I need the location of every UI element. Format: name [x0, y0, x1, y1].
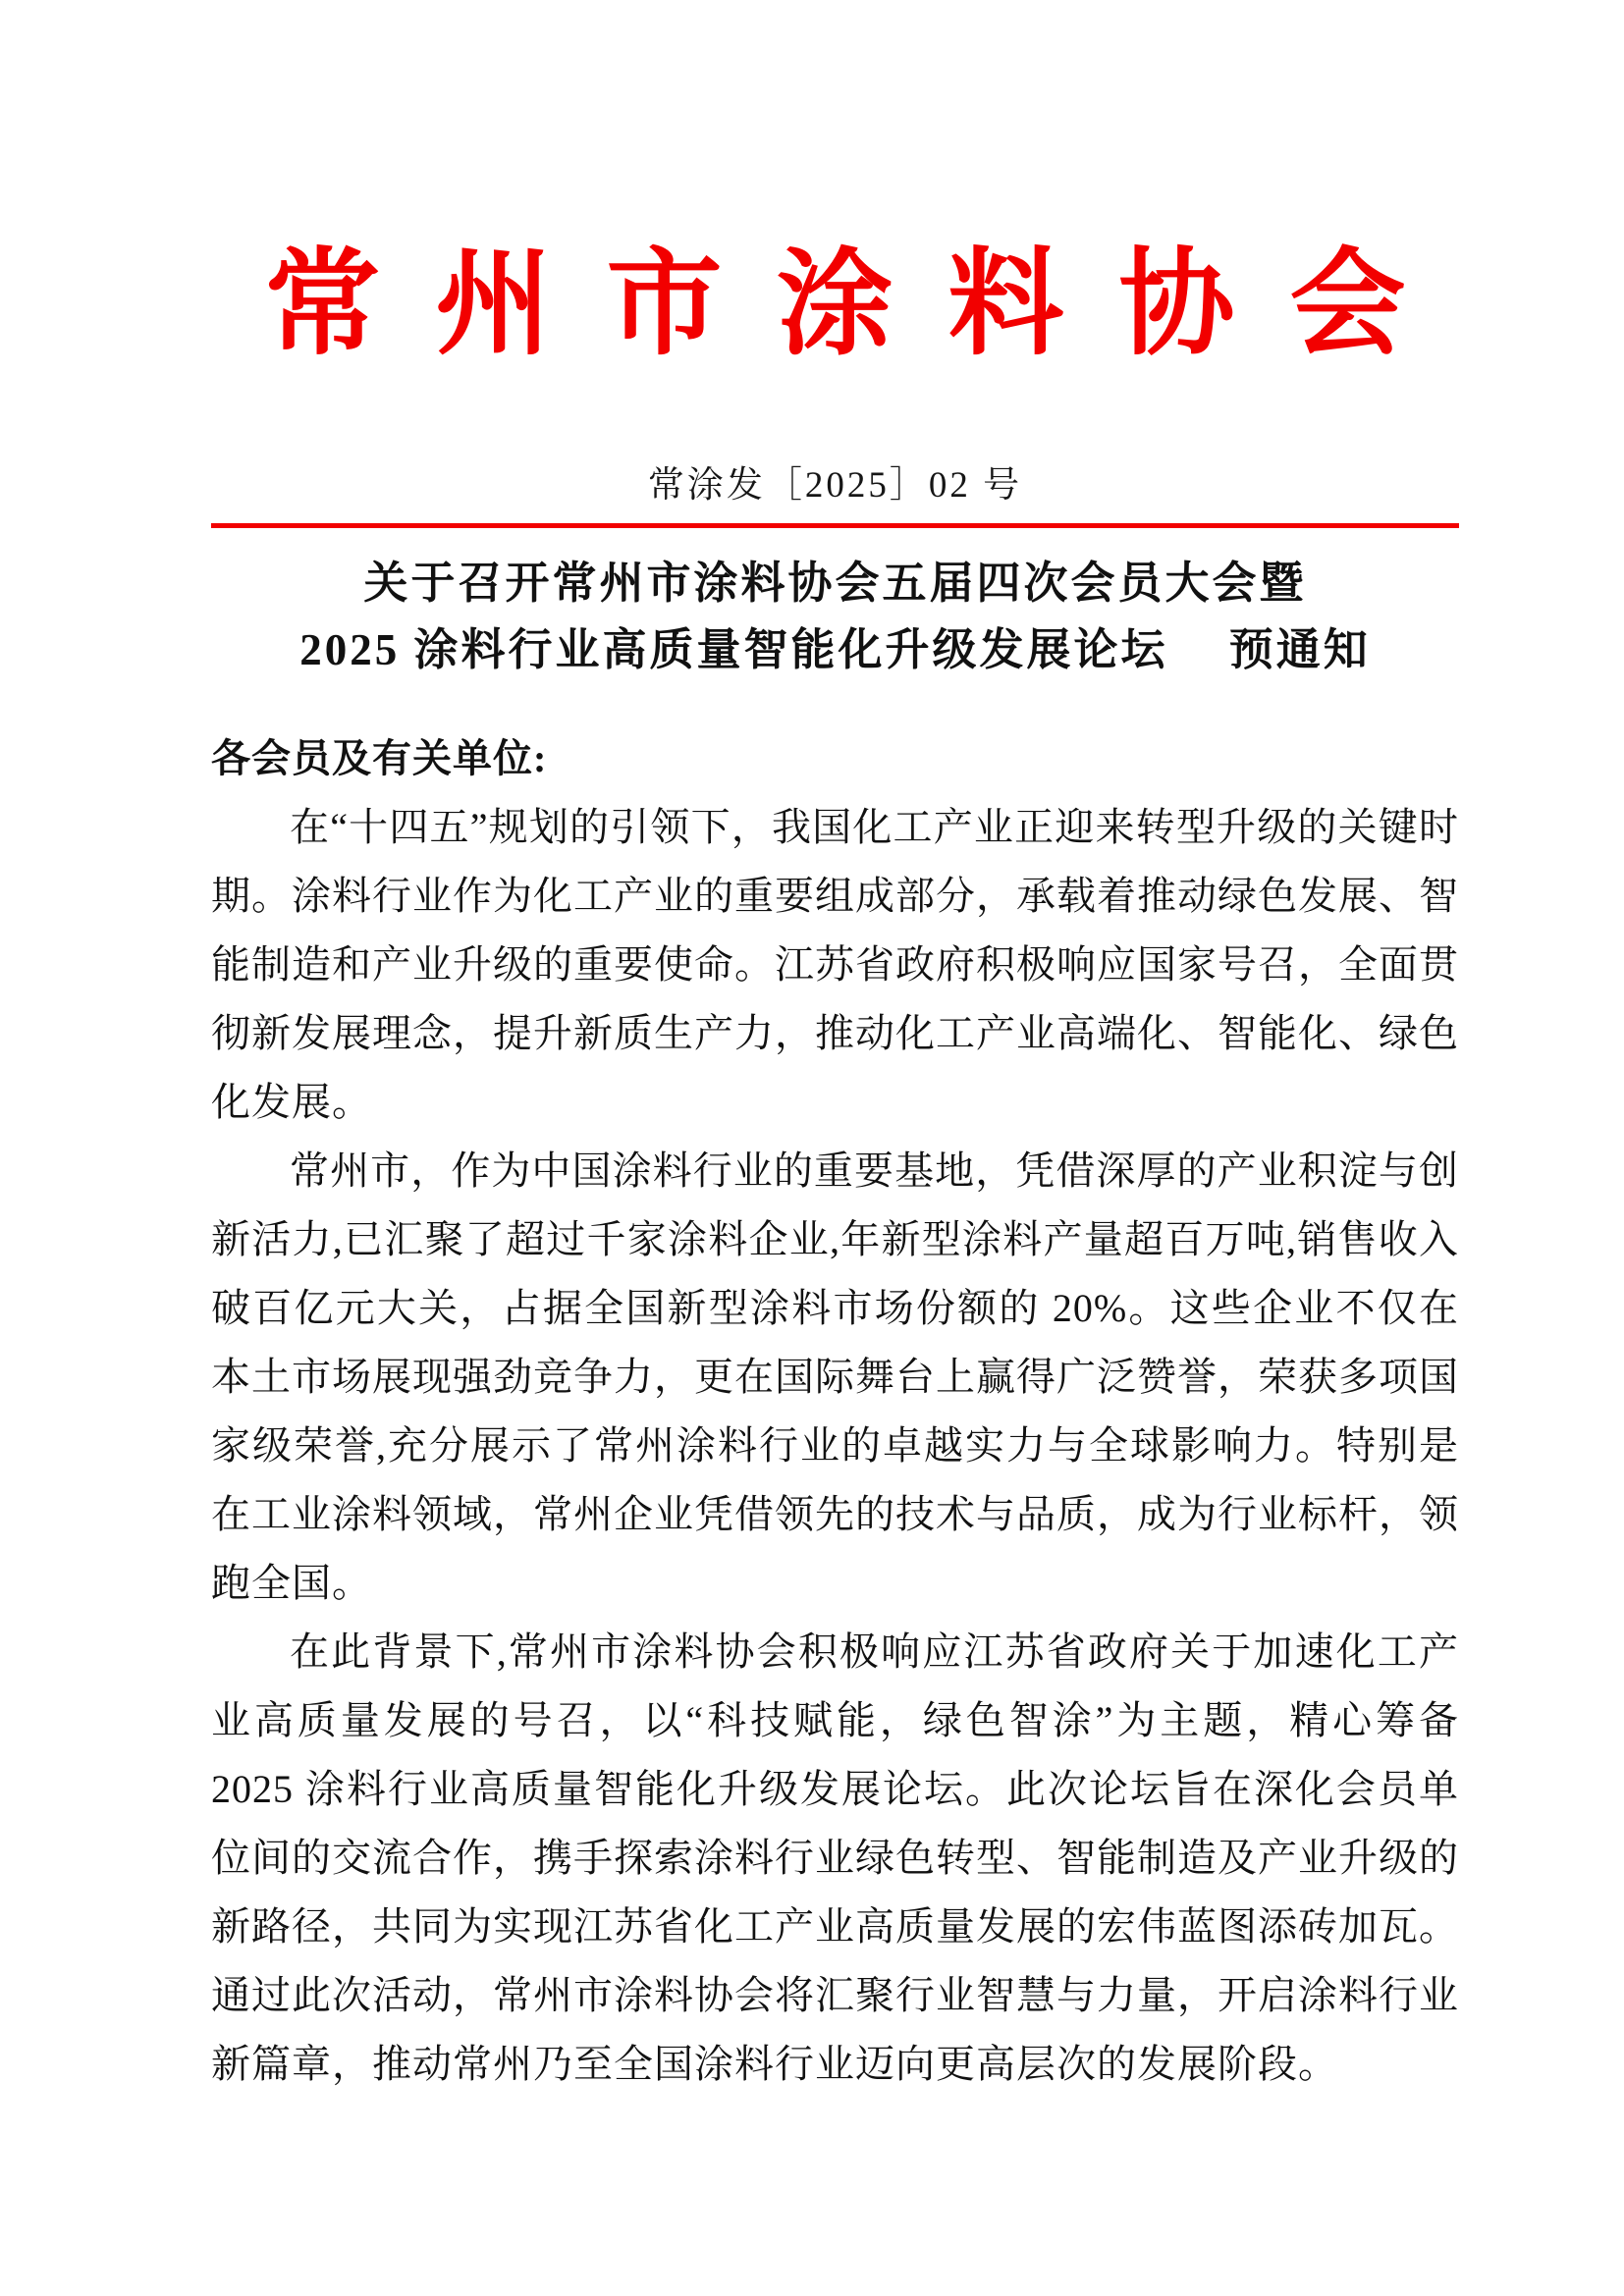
document-title-line-1: 关于召开常州市涂料协会五届四次会员大会暨: [363, 558, 1307, 608]
paragraph-1: 在“十四五”规划的引领下，我国化工产业正迎来转型升级的关键时期。涂料行业作为化工产业的重要组成部分，承载着推动绿色发展、智能制造和产业升级的重要使命。江苏省政府积极响应国家号召，全面贯彻新发展理念，提升新质生产力，推动化工产业高端化、智能化、绿色化发展。: [211, 804, 1459, 1124]
document-number: 常涂发［2025］02 号: [647, 464, 1023, 506]
paragraph-2: 常州市，作为中国涂料行业的重要基地，凭借深厚的产业积淀与创新活力,已汇聚了超过千家涂料企业,年新型涂料产量超百万吨,销售收入破百亿元大关，占据全国新型涂料市场份额的 20%。这些企业不仅在本土市场展现强劲竞争力，更在国际舞台上赢得广泛赞誉，荣获多项国家级荣誉,充分展示了常州涂料行业的卓越实力与全球影响力。特别是在工业涂料领域，常州企业凭借领先的技术与品质，成为行业标杆，领跑全国。: [211, 1148, 1459, 1605]
document-title-line-2: 2025 涂料行业高质量智能化升级发展论坛 预通知: [299, 624, 1371, 674]
red-divider-line: [211, 523, 1459, 528]
letterhead: [211, 0, 1459, 528]
document-title: [211, 550, 1459, 683]
organization-title: 常州市涂料协会: [264, 240, 1461, 369]
paragraph-3: 在此背景下,常州市涂料协会积极响应江苏省政府关于加速化工产业高质量发展的号召，以“科技赋能，绿色智涂”为主题，精心筹备 2025 涂料行业高质量智能化升级发展论坛。此次论坛旨在深化会员单位间的交流合作，携手探索涂料行业绿色转型、智能制造及产业升级的新路径，共同为实现江苏省化工产业高质量发展的宏伟蓝图添砖加瓦。通过此次活动，常州市涂料协会将汇聚行业智慧与力量，开启涂料行业新篇章，推动常州乃至全国涂料行业迈向更高层次的发展阶段。: [211, 1629, 1459, 2086]
document-body: [211, 724, 1459, 2099]
salutation: 各会员及有关单位:: [211, 735, 548, 780]
